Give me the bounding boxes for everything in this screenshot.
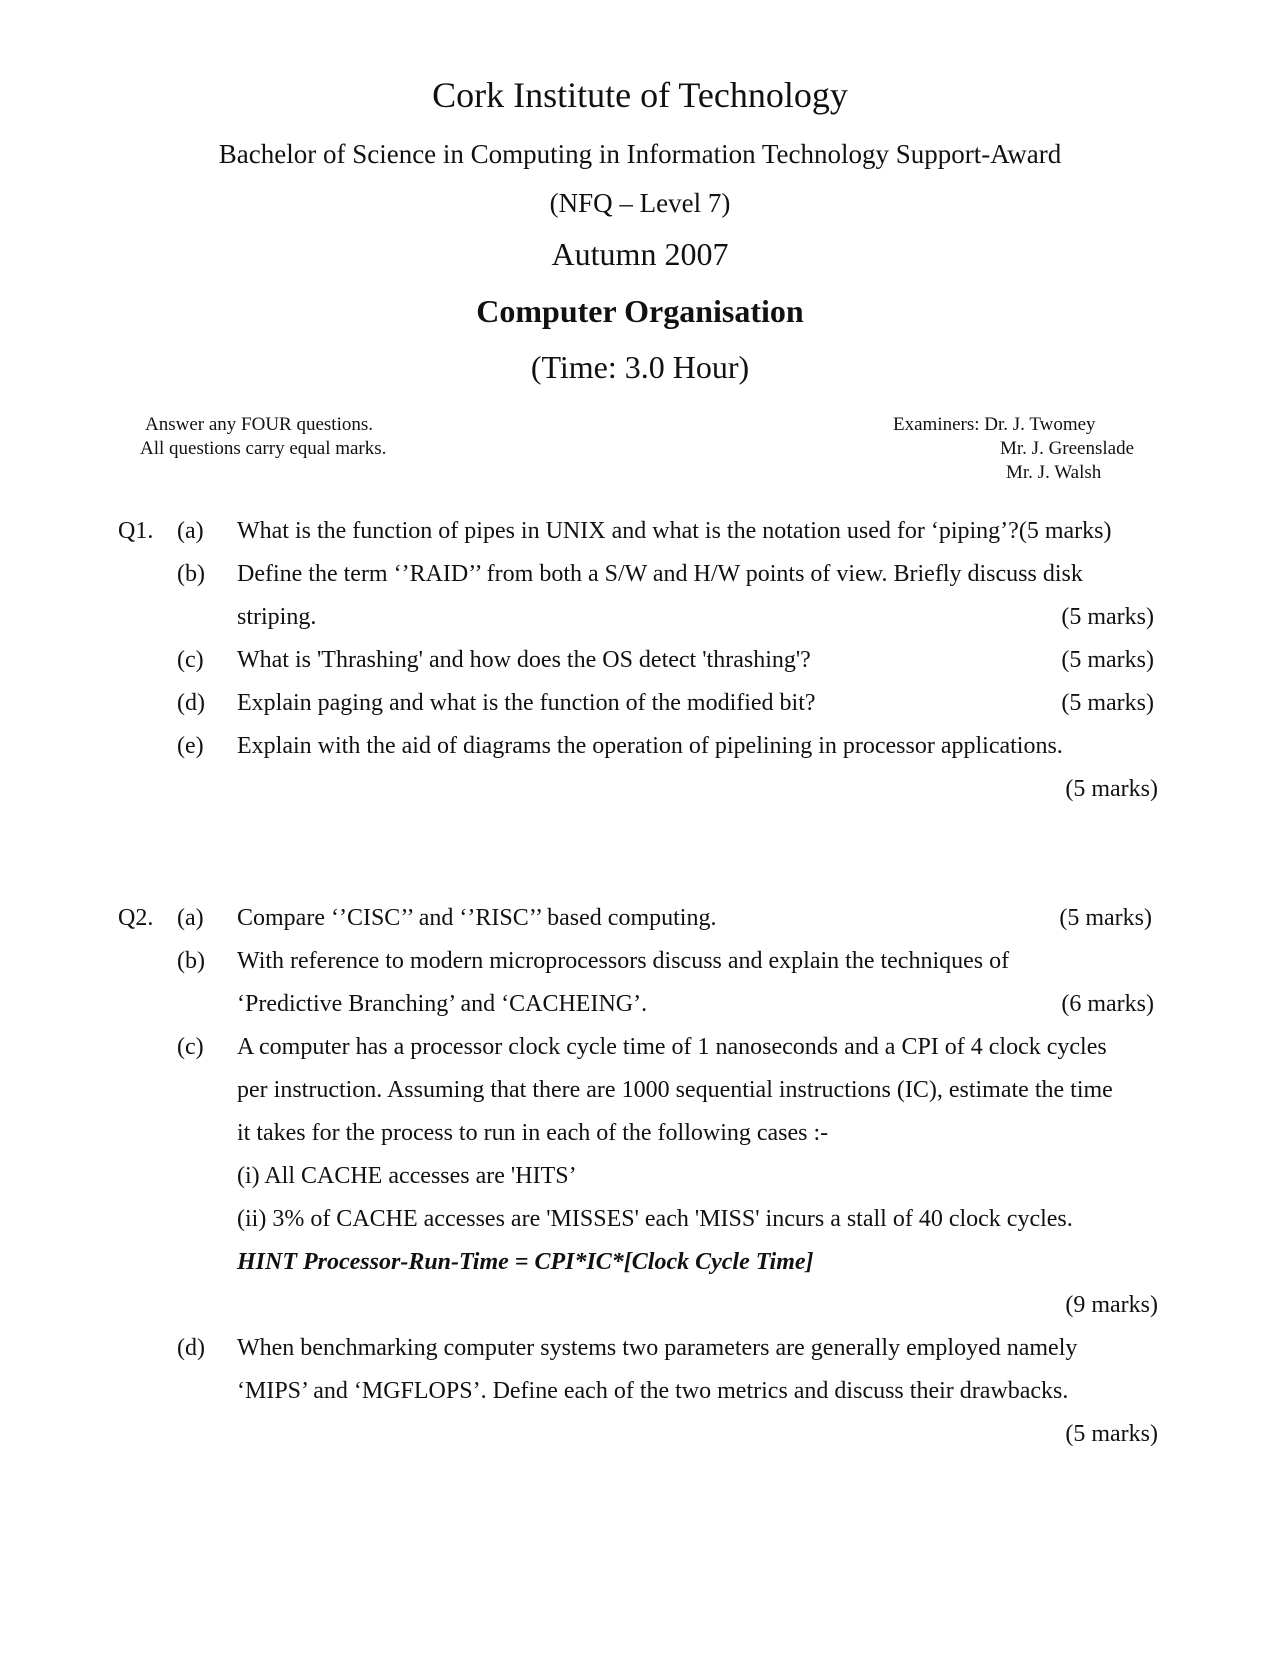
part-label: (e): [177, 733, 204, 759]
question-text: A computer has a processor clock cycle time of 1 nanoseconds and a CPI of 4 clock cycles: [237, 1034, 1107, 1060]
marks: (5 marks): [1065, 1421, 1158, 1447]
question-number: Q2.: [118, 905, 154, 931]
question-text: striping.: [237, 604, 317, 630]
question-text: What is 'Thrashing' and how does the OS detect 'thrashing'?: [237, 647, 811, 673]
question-text: it takes for the process to run in each of the following cases :-: [237, 1120, 829, 1146]
module-title: Computer Organisation: [476, 293, 804, 329]
marks: (5 marks): [1061, 604, 1154, 630]
part-label: (a): [177, 518, 204, 544]
examiner-line: Mr. J. Walsh: [1006, 462, 1102, 483]
question-number: Q1.: [118, 518, 154, 544]
question-text: What is the function of pipes in UNIX and what is the notation used for ‘piping’?(5 marks): [237, 518, 1112, 544]
marks: (6 marks): [1061, 991, 1154, 1017]
question-text: Explain paging and what is the function of the modified bit?: [237, 690, 816, 716]
exam-duration: (Time: 3.0 Hour): [530, 349, 750, 385]
case-text: (ii) 3% of CACHE accesses are 'MISSES' each 'MISS' incurs a stall of 40 clock cycles.: [237, 1206, 1073, 1232]
examiner-line: Mr. J. Greenslade: [1000, 438, 1135, 459]
question-text: ‘Predictive Branching’ and ‘CACHEING’.: [237, 991, 648, 1017]
question-text: When benchmarking computer systems two parameters are generally employed namely: [237, 1335, 1078, 1361]
instruction-line: Answer any FOUR questions.: [145, 414, 373, 435]
question-text: per instruction. Assuming that there are 1000 sequential instructions (IC), estimate the time: [237, 1077, 1113, 1103]
part-label: (d): [177, 1335, 205, 1361]
part-label: (b): [177, 948, 205, 974]
question-text: With reference to modern microprocessors discuss and explain the techniques of: [237, 948, 1010, 974]
marks: (5 marks): [1065, 776, 1158, 802]
part-label: (d): [177, 690, 205, 716]
exam-term: Autumn 2007: [551, 236, 729, 272]
question-text: Explain with the aid of diagrams the operation of pipelining in processor applications.: [237, 733, 1063, 759]
marks: (9 marks): [1065, 1292, 1158, 1318]
programme-title: Bachelor of Science in Computing in Information Technology Support-Award: [218, 139, 1062, 169]
marks: (5 marks): [1061, 647, 1154, 673]
case-text: (i) All CACHE accesses are 'HITS’: [237, 1163, 577, 1189]
hint-formula: HINT Processor-Run-Time = CPI*IC*[Clock Cycle Time]: [237, 1249, 814, 1275]
part-label: (a): [177, 905, 204, 931]
question-text: Define the term ‘’RAID’’ from both a S/W and H/W points of view. Briefly discuss disk: [237, 561, 1083, 587]
instruction-line: All questions carry equal marks.: [140, 438, 387, 459]
marks: (5 marks): [1061, 690, 1154, 716]
question-text: Compare ‘’CISC’’ and ‘’RISC’’ based computing.: [237, 905, 717, 931]
examiner-line: Examiners: Dr. J. Twomey: [893, 414, 1096, 435]
part-label: (c): [177, 1034, 204, 1060]
institution-title: Cork Institute of Technology: [432, 75, 848, 115]
part-label: (c): [177, 647, 204, 673]
nfq-level: (NFQ – Level 7): [549, 188, 731, 218]
marks: (5 marks): [1059, 905, 1152, 931]
question-text: ‘MIPS’ and ‘MGFLOPS’. Define each of the two metrics and discuss their drawbacks.: [237, 1378, 1069, 1404]
part-label: (b): [177, 561, 205, 587]
